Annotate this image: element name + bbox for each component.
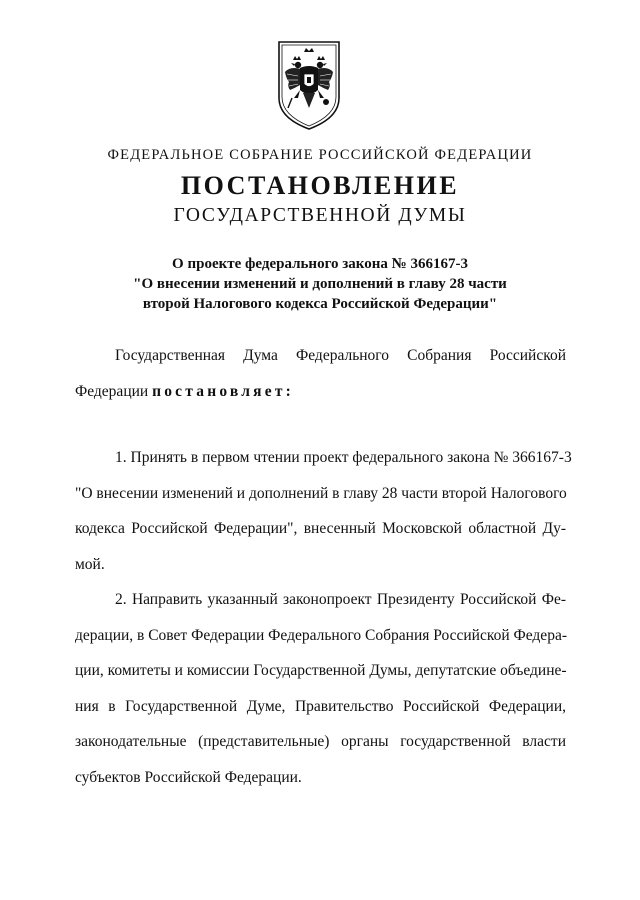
paragraph-line: кодекса Российской Федерации", внесенный Московской областной Ду- — [75, 520, 566, 537]
paragraph-2 — [75, 582, 566, 795]
paragraph-line: мой. — [75, 555, 105, 573]
paragraph-line: 1. Принять в первом чтении проект федерального закона № 366167-3 — [115, 449, 572, 466]
paragraph-line: законодательные (представительные) органы государственной власти — [75, 733, 566, 750]
coat-of-arms-icon — [276, 38, 342, 132]
paragraph-line: субъектов Российской Федерации. — [75, 768, 302, 786]
subject-line: "О внесении изменений и дополнений в главу 28 части — [133, 276, 507, 292]
preamble-start: Федерации — [75, 382, 153, 400]
paragraph-line: "О внесении изменений и дополнений в главу 28 части второй Налогового — [75, 484, 567, 502]
paragraph-line: ции, комитеты и комиссии Государственной Думы, депутатские объедине- — [75, 662, 567, 679]
authority-heading: ГОСУДАРСТВЕННОЙ ДУМЫ — [173, 205, 467, 226]
subject-line: О проекте федерального закона № 366167-3 — [172, 256, 468, 272]
paragraph-line — [75, 374, 566, 410]
preamble-paragraph — [75, 338, 566, 409]
resolution-subject — [0, 254, 640, 314]
subject-line: второй Налогового кодекса Российской Федерации" — [142, 296, 498, 312]
paragraph-line: Государственная Дума Федерального Собрания Российской — [115, 347, 566, 364]
federal-assembly-heading: ФЕДЕРАЛЬНОЕ СОБРАНИЕ РОССИЙСКОЙ ФЕДЕРАЦИИ — [107, 147, 533, 163]
paragraph-line: дерации, в Совет Федерации Федерального Собрания Российской Федера- — [75, 626, 567, 644]
paragraph-line: 2. Направить указанный законопроект Президенту Российской Фе- — [115, 591, 566, 608]
paragraph-1 — [75, 440, 572, 582]
document-type-title: ПОСТАНОВЛЕНИЕ — [180, 171, 460, 200]
paragraph-line: ния в Государственной Думе, Правительство Российской Федерации, — [75, 697, 566, 715]
resolves-word: постановляет: — [152, 382, 294, 400]
